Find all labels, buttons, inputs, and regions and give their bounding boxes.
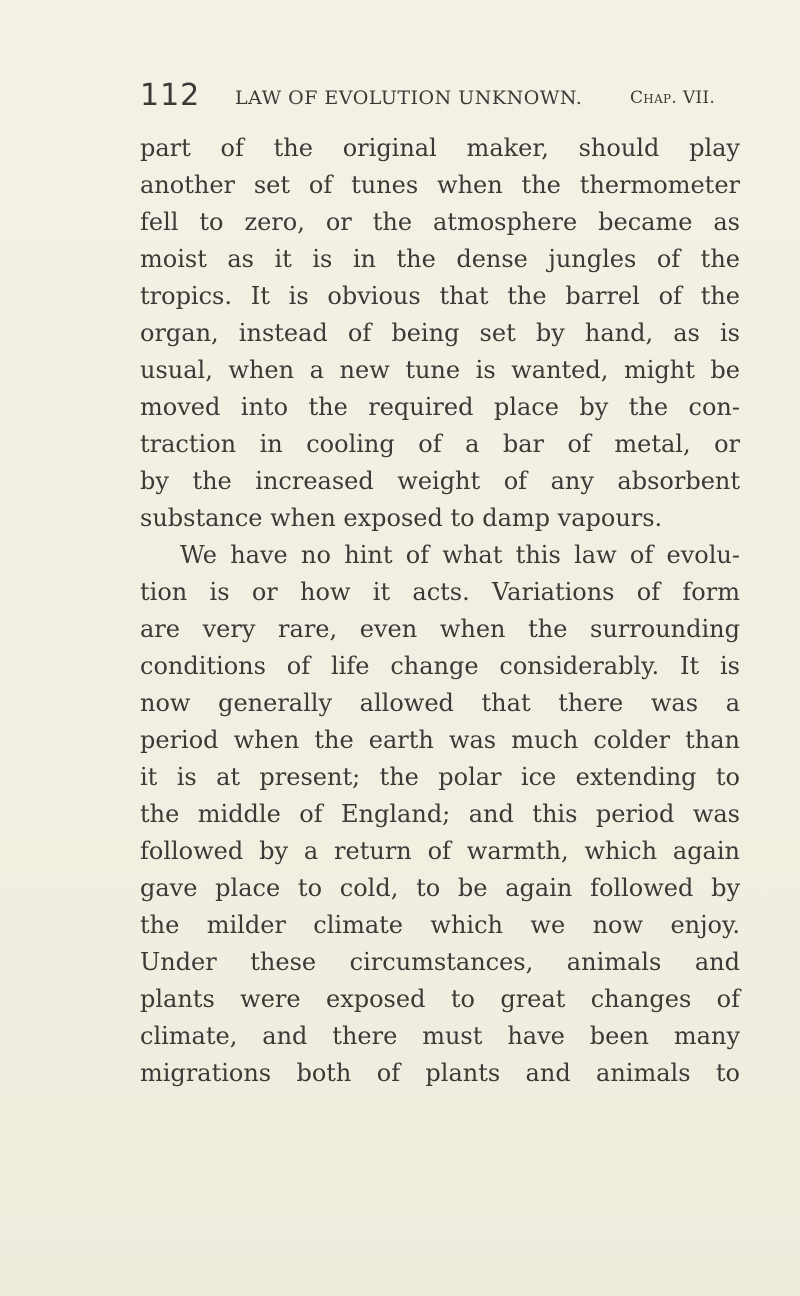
text-line: by the increased weight of any absorbent xyxy=(140,467,740,495)
text-line: Under these circumstances, animals and xyxy=(140,948,740,976)
text-line: substance when exposed to damp vapours. xyxy=(140,504,663,532)
text-line: fell to zero, or the atmosphere became as xyxy=(140,208,740,236)
text-line: usual, when a new tune is wanted, might be xyxy=(140,356,740,384)
text-line: now generally allowed that there was a xyxy=(140,689,740,717)
chapter-label: Chap. VII. xyxy=(630,88,716,108)
text-line: part of the original maker, should play xyxy=(140,134,740,162)
text-line: it is at present; the polar ice extending to xyxy=(140,763,740,791)
text-line: conditions of life change considerably. It is xyxy=(140,652,740,680)
text-line: tion is or how it acts. Variations of form xyxy=(140,578,740,606)
text-line: organ, instead of being set by hand, as is xyxy=(140,319,740,347)
text-line: traction in cooling of a bar of metal, or xyxy=(140,430,740,458)
text-line: the middle of England; and this period was xyxy=(140,800,740,828)
text-line: period when the earth was much colder than xyxy=(140,726,740,754)
text-line: gave place to cold, to be again followed by xyxy=(140,874,740,902)
running-head xyxy=(140,78,740,118)
text-line: plants were exposed to great changes of xyxy=(140,985,740,1013)
paragraph-first-line: We have no hint of what this law of evolu- xyxy=(180,541,740,569)
text-line: climate, and there must have been many xyxy=(140,1022,740,1050)
body-text xyxy=(140,130,740,1092)
chapter-running-title: LAW OF EVOLUTION UNKNOWN. xyxy=(235,87,583,109)
text-line: moist as it is in the dense jungles of the xyxy=(140,245,740,273)
text-line: another set of tunes when the thermometer xyxy=(140,171,740,199)
text-line: the milder climate which we now enjoy. xyxy=(140,911,740,939)
text-line: are very rare, even when the surrounding xyxy=(140,615,740,643)
page-number: 112 xyxy=(140,78,201,113)
text-line: followed by a return of warmth, which again xyxy=(140,837,740,865)
text-line: migrations both of plants and animals to xyxy=(140,1059,740,1087)
text-line: tropics. It is obvious that the barrel of the xyxy=(140,282,740,310)
text-line: moved into the required place by the con- xyxy=(140,393,740,421)
